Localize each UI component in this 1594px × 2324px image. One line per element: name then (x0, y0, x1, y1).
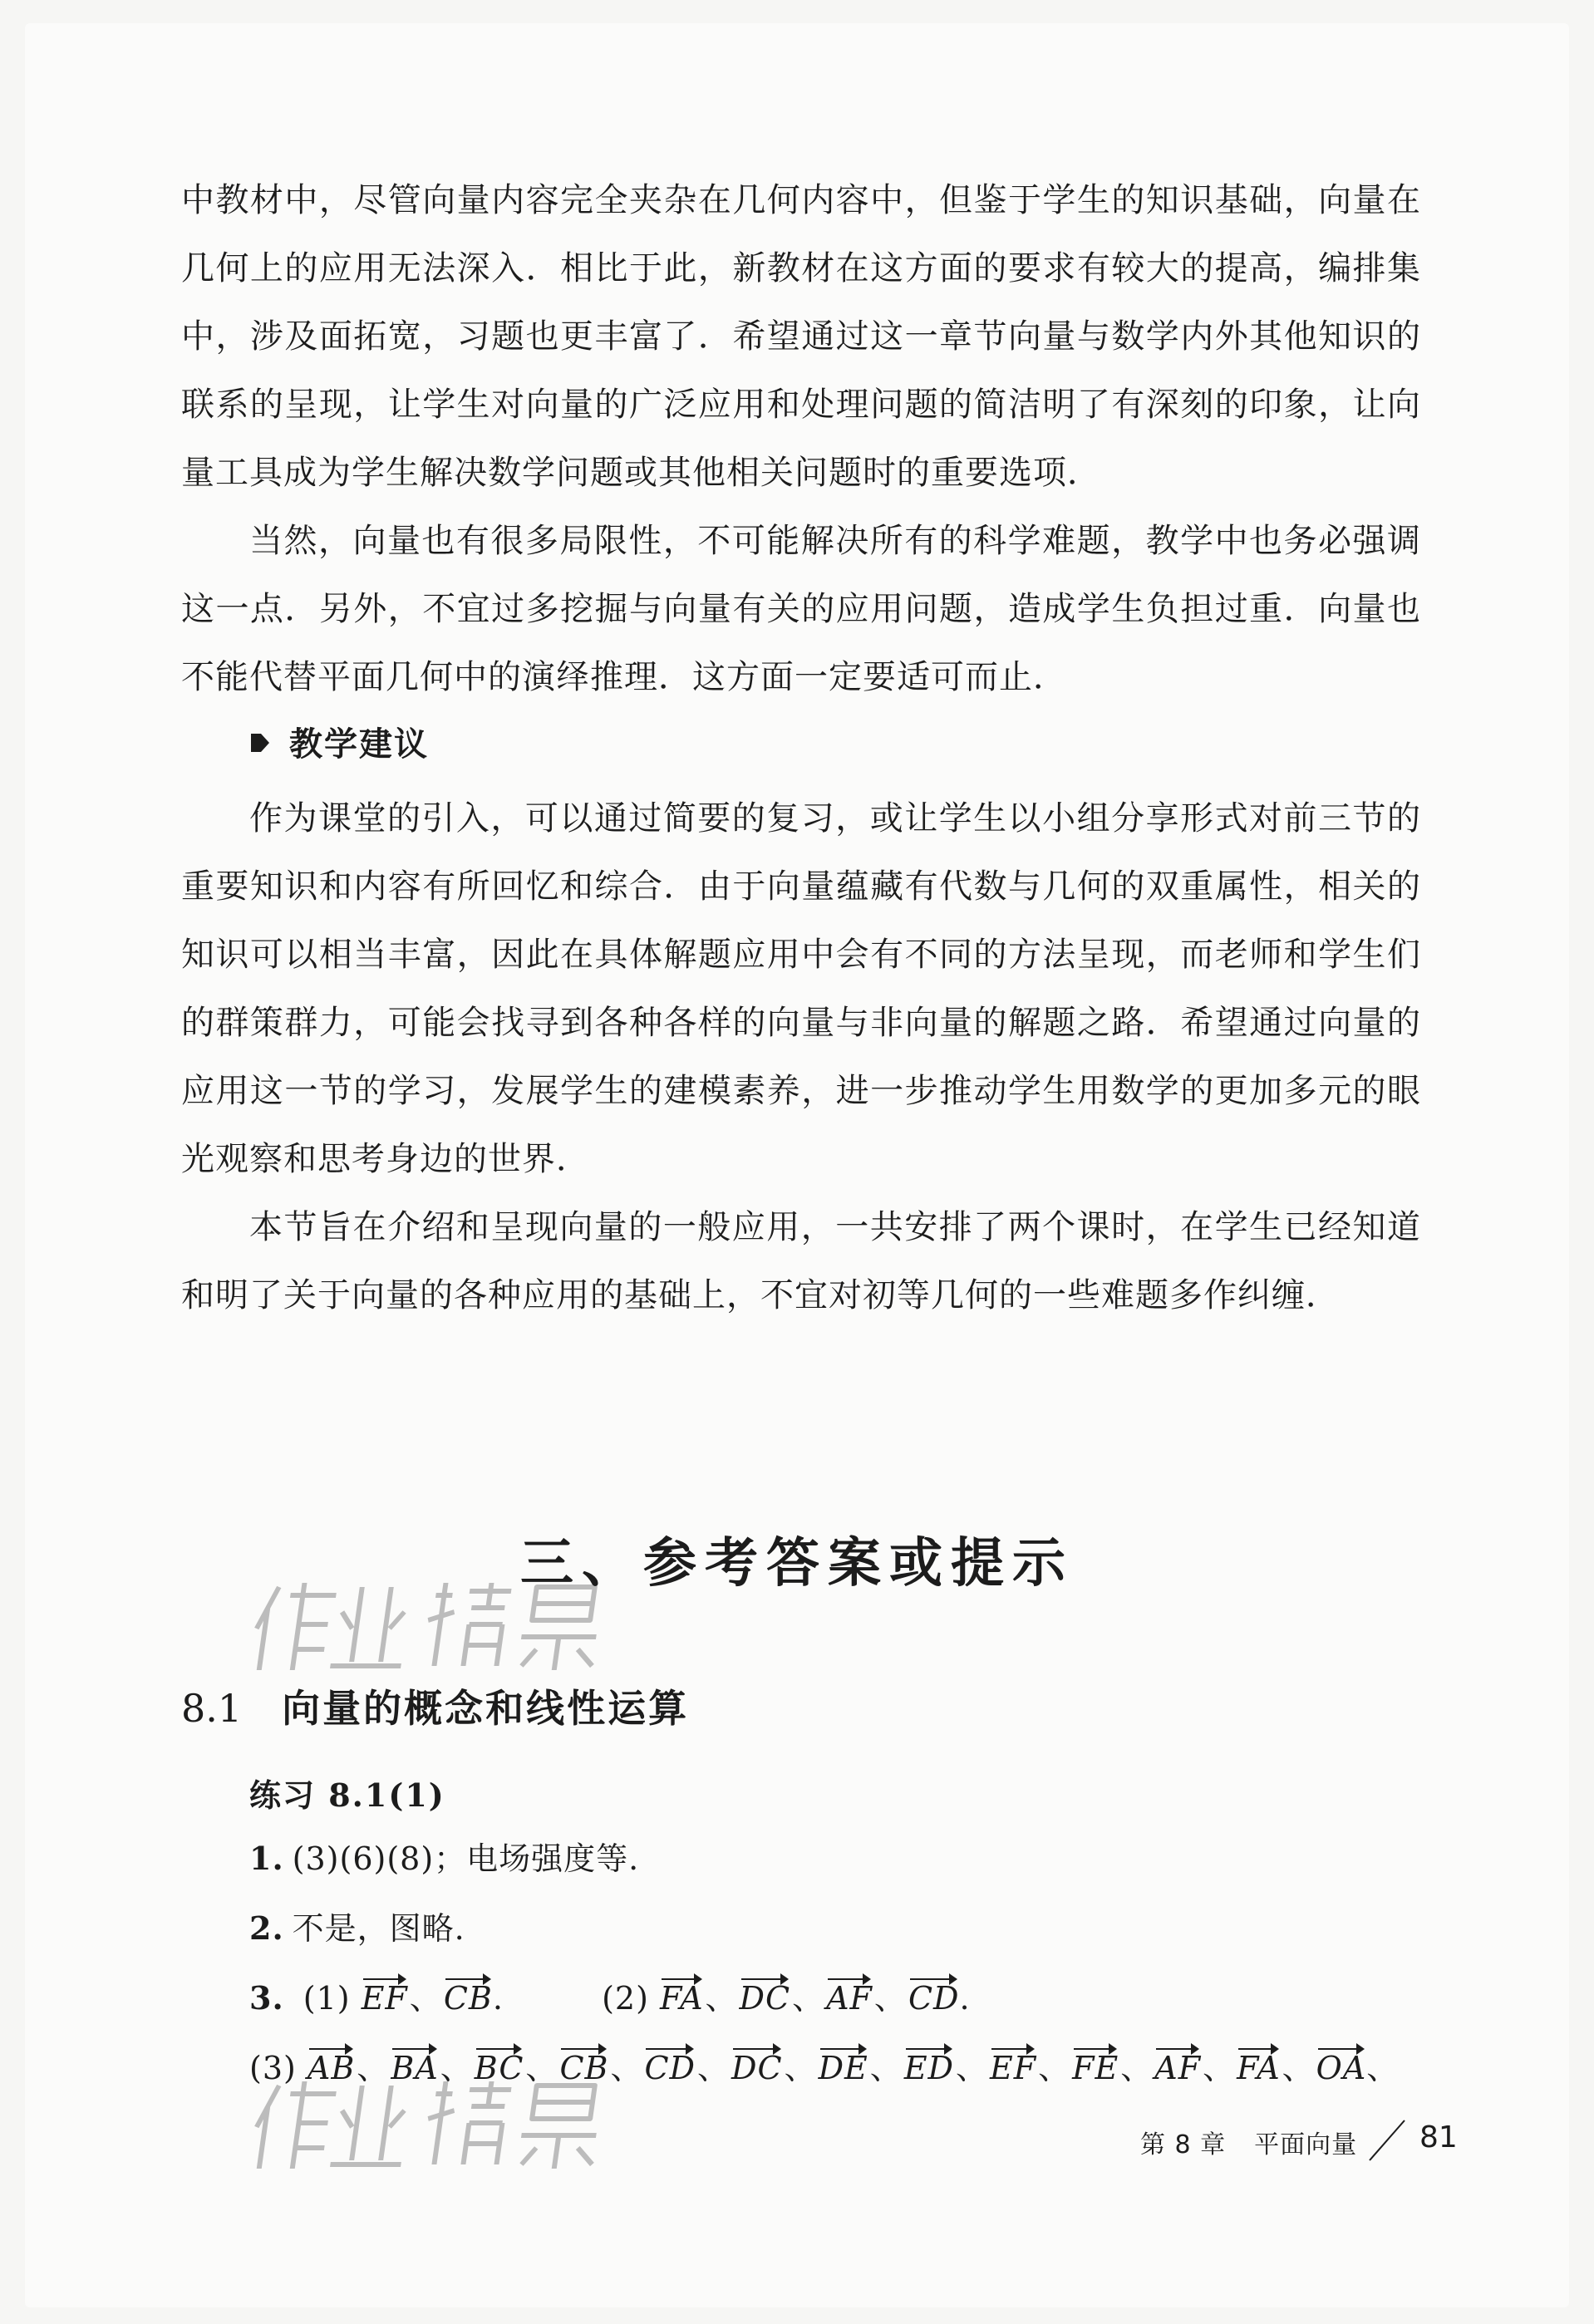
subsection-heading (181, 1678, 689, 1733)
vector-label: DC (731, 2043, 783, 2086)
answer-3-part2-label: (2) (602, 1980, 649, 2017)
vector-separator: 、 (956, 2050, 989, 2086)
answer-3 (249, 1973, 971, 2018)
vector-label: OA (1316, 2043, 1367, 2086)
vector-separator: 、 (409, 1980, 442, 2017)
intro-paragraph-2: 当然，向量也有很多局限性，不可能解决所有的科学难题，教学中也务必强调这一点．另外，不宜过多挖掘与向量有关的应用问题，造成学生负担过重．向量也不能代替平面几何中的演绎推理．这方面一定要适可而止． (181, 522, 1421, 696)
vector-label: AB (307, 2043, 355, 2086)
vector-label: FA (660, 1973, 704, 2017)
vector-separator: 、 (697, 2050, 731, 2086)
vector-label: BC (475, 2043, 524, 2086)
vector-separator: 、 (784, 2050, 817, 2086)
vector-label: FA (1237, 2043, 1281, 2086)
exercise-title-text: 练习 (249, 1777, 329, 1814)
vector-separator: 、 (869, 2050, 903, 2086)
vector-separator: 、 (525, 2050, 558, 2086)
vector-label: ED (904, 2043, 954, 2086)
vector-separator: 、 (1120, 2050, 1154, 2086)
intro-section (181, 166, 1421, 711)
vector-label: DE (819, 2043, 868, 2086)
vector-label: CD (644, 2043, 696, 2086)
vector-label: FE (1072, 2043, 1119, 2086)
vector-separator: 、 (1038, 2050, 1071, 2086)
subsection-title: 向量的概念和线性运算 (282, 1686, 690, 1731)
vector-label: EF (362, 1973, 408, 2017)
vector-separator: 、 (610, 2050, 643, 2086)
watermark-logo-bottom (249, 2061, 648, 2185)
subsection-number: 8.1 (181, 1686, 243, 1731)
footer-chapter (1140, 2124, 1357, 2160)
answer-3-part1-label: (1) (303, 1980, 351, 2017)
answer-1 (249, 1833, 639, 1879)
answer-2-text: 不是，图略. (292, 1910, 465, 1947)
footer-chapter-number: 第 8 章 (1140, 2130, 1227, 2159)
answer-3-number: 3. (249, 1979, 284, 2017)
answer-1-text: (3)(6)(8)；电场强度等. (292, 1840, 640, 1877)
answer-3-part2-end: . (959, 1980, 971, 2017)
vector-label: DC (740, 1973, 791, 2017)
pentagon-marker-icon (249, 732, 271, 754)
section-title: 三、参考答案或提示 (520, 1533, 1074, 1594)
advice-paragraph-1: 作为课堂的引入，可以通过简要的复习，或让学生以小组分享形式对前三节的重要知识和内容有所回忆和综合．由于向量蕴藏有代数与几何的双重属性，相关的知识可以相当丰富，因此在具体解题应用中会有不同的方法呈现，而老师和学生们的群策群力，可能会找寻到各种各样的向量与非向量的解题之路．希望通过向量的应用这一节的学习，发展学生的建模素养，进一步推动学生用数学的更加多元的眼光观察和思考身边的世界． (181, 799, 1421, 1178)
answer-3-part3-end: 、 (1366, 2050, 1400, 2086)
answer-2 (249, 1903, 465, 1948)
footer-divider (1366, 2117, 1408, 2164)
exercise-title (249, 1770, 445, 1815)
vector-separator: 、 (1203, 2050, 1236, 2086)
answer-3-part1-end: . (492, 1980, 504, 2017)
teaching-advice-section (181, 784, 1421, 1329)
vector-label: EF (990, 2043, 1036, 2086)
footer-chapter-title: 平面向量 (1254, 2130, 1358, 2159)
vector-separator: 、 (873, 1980, 907, 2017)
vector-label: CB (444, 1973, 493, 2017)
vector-label: CD (908, 1973, 960, 2017)
vector-label: BA (391, 2043, 438, 2086)
answer-3-part3-label: (3) (249, 2050, 297, 2086)
answer-1-number: 1. (249, 1840, 284, 1877)
answer-2-number: 2. (249, 1909, 284, 1947)
vector-separator: 、 (440, 2050, 473, 2086)
vector-separator: 、 (357, 2050, 390, 2086)
vector-separator: 、 (792, 1980, 825, 2017)
vector-separator: 、 (705, 1980, 738, 2017)
intro-paragraph-1: 中教材中，尽管向量内容完全夹杂在几何内容中，但鉴于学生的知识基础，向量在几何上的应用无法深入．相比于此，新教材在这方面的要求有较大的提高，编排集中，涉及面拓宽，习题也更丰富了．希望通过这一章节向量与数学内外其他知识的联系的呈现，让学生对向量的广泛应用和处理问题的简洁明了有深刻的印象，让向量工具成为学生解决数学问题或其他相关问题时的重要选项． (181, 181, 1421, 492)
vector-label: CB (559, 2043, 608, 2086)
advice-paragraph-2: 本节旨在介绍和呈现向量的一般应用，一共安排了两个课时，在学生已经知道和明了关于向量的各种应用的基础上，不宜对初等几何的一些难题多作纠缠． (181, 1208, 1421, 1314)
teaching-advice-heading (249, 721, 429, 768)
vector-label: AF (1154, 2043, 1201, 2086)
exercise-title-number: 8.1(1) (328, 1776, 445, 1814)
vector-separator: 、 (1282, 2050, 1315, 2086)
page-number: 81 (1419, 2120, 1458, 2154)
vector-label: AF (826, 1973, 873, 2017)
teaching-advice-heading-text: 教学建议 (289, 725, 429, 764)
